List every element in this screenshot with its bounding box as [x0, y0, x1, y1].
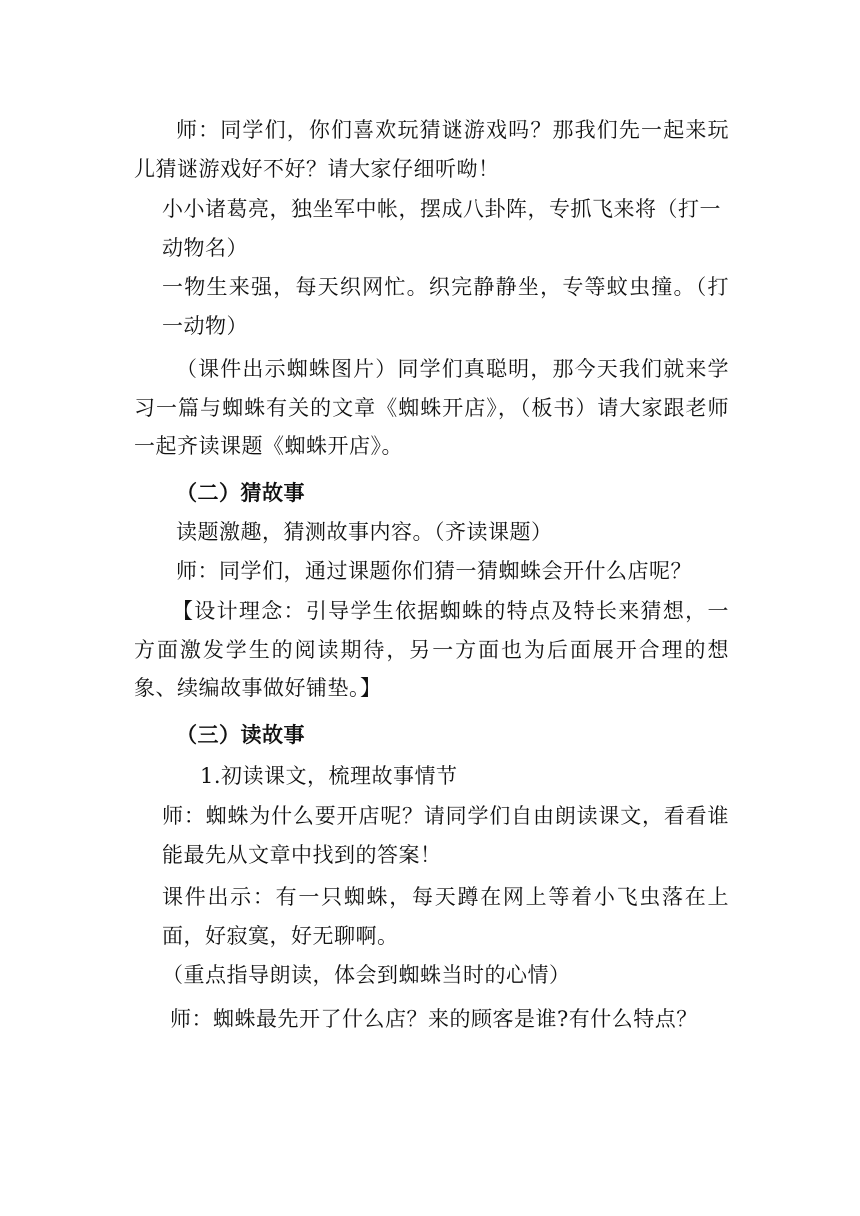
design-concept-note: 【设计理念：引导学生依据蜘蛛的特点及特长来猜想，一方面激发学生的阅读期待，另一方面也为后面展开合理的想象、续编故事做好铺垫。】 — [134, 599, 729, 700]
section-heading-read-story: （三）读故事 — [176, 723, 305, 747]
guess-story-intro: 读题激趣，猜测故事内容。（齐读课题） — [176, 520, 553, 544]
section-heading-guess-story: （二）猜故事 — [176, 481, 305, 505]
intro-riddle-question: 师：同学们，你们喜欢玩猜谜游戏吗？那我们先一起来玩儿猜谜游戏好不好？请大家仔细听呦！ — [134, 118, 729, 181]
subsection-first-reading: 1.初读课文，梳理故事情节 — [200, 764, 458, 788]
teacher-guess-question: 师：同学们，通过课题你们猜一猜蜘蛛会开什么店呢？ — [176, 559, 692, 583]
riddle-two: 一物生来强，每天织网忙。织完静静坐，专等蚊虫撞。（打一动物） — [162, 275, 729, 338]
teacher-why-open-shop: 师：蜘蛛为什么要开店呢？请同学们自由朗读课文，看看谁能最先从文章中找到的答案！ — [162, 804, 729, 867]
courseware-excerpt: 课件出示：有一只蜘蛛，每天蹲在网上等着小飞虫落在上面，好寂寞，好无聊啊。 — [162, 885, 729, 948]
riddle-one: 小小诸葛亮，独坐军中帐，摆成八卦阵，专抓飞来将（打一动物名） — [162, 197, 721, 260]
teacher-first-shop-question: 师：蜘蛛最先开了什么店？来的顾客是谁?有什么特点？ — [170, 1007, 698, 1031]
spider-intro-paragraph: （课件出示蜘蛛图片）同学们真聪明，那今天我们就来学习一篇与蜘蛛有关的文章《蜘蛛开店》，（板书）请大家跟老师一起齐读课题《蜘蛛开店》。 — [134, 357, 729, 458]
reading-guidance-note: （重点指导朗读，体会到蜘蛛当时的心情） — [162, 963, 571, 987]
